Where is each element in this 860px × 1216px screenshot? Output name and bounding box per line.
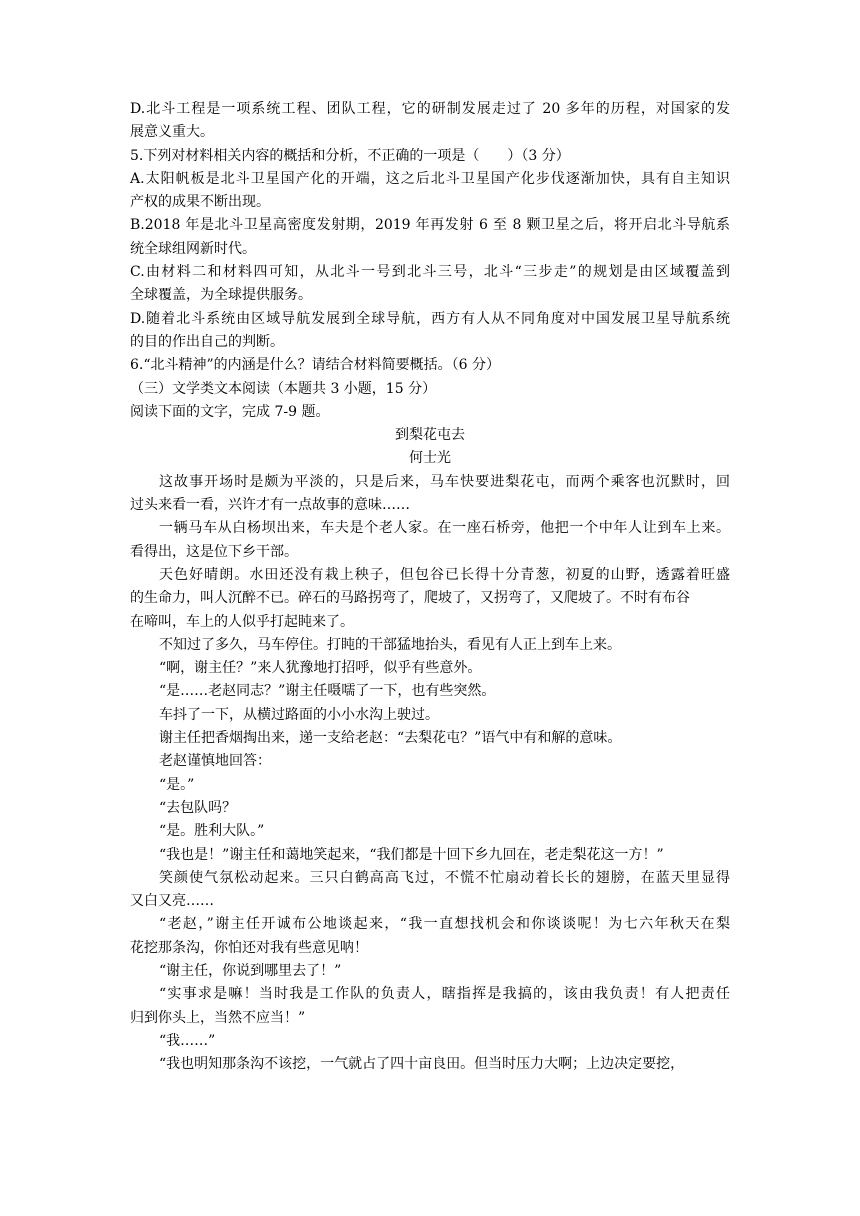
q5-option-a-line1: A.太阳帆板是北斗卫星国产化的开端，这之后北斗卫星国产化步伐逐渐加快，具有自主知识: [130, 170, 730, 187]
story-paragraph-line: “老赵，”谢主任开诚布公地谈起来，“我一直想找机会和你谈谈呢！为七六年秋天在梨: [159, 916, 730, 933]
q5-option-a-line2: 产权的成果不断出现。: [130, 194, 270, 211]
q5-option-b-line1: B.2018 年是北斗卫星高密度发射期，2019 年再发射 6 至 8 颗卫星之后，将开启北斗导航系: [130, 217, 730, 234]
story-paragraph-line: “我也明知那条沟不该挖，一气就占了四十亩良田。但当时压力大啊；上边决定要挖，: [159, 1056, 685, 1073]
story-paragraph-line: “我……”: [159, 1032, 216, 1049]
story-paragraph-line: “啊，谢主任？”来人犹豫地打招呼，似乎有些意外。: [159, 660, 482, 677]
story-paragraph-line: 花挖那条沟，你怕还对我有些意见呐！: [130, 939, 368, 956]
q5-option-c-line1: C.由材料二和材料四可知，从北斗一号到北斗三号，北斗“三步走”的规划是由区域覆盖到: [130, 264, 730, 281]
story-paragraph-line: “是。胜利大队。”: [159, 823, 265, 840]
q5-option-c-line2: 全球覆盖，为全球提供服务。: [130, 287, 312, 304]
q5-stem: 5.下列对材料相关内容的概括和分析，不正确的一项是（ ）（3 分）: [130, 147, 570, 164]
story-paragraph-line: 的生命力，叫人沉醉不已。碎石的马路拐弯了，爬坡了，又拐弯了，又爬坡了。不时有布谷: [130, 590, 690, 607]
q5-option-d-line2: 的目的作出自己的判断。: [130, 333, 284, 350]
story-body: [130, 471, 730, 1077]
story-paragraph-line: 又白又亮……: [130, 893, 214, 910]
section3-heading: （三）文学类文本阅读（本题共 3 小题，15 分）: [130, 380, 437, 397]
q4-option-d-line2: 展意义重大。: [130, 124, 214, 141]
story-author: 何士光: [409, 450, 451, 467]
story-paragraph-line: “谢主任，你说到哪里去了！”: [159, 962, 342, 979]
story-paragraph-line: “是。”: [159, 776, 195, 793]
section3-instruction: 阅读下面的文字，完成 7-9 题。: [130, 403, 330, 420]
story-paragraph-line: 车抖了一下，从横过路面的小小水沟上驶过。: [159, 706, 439, 723]
story-paragraph-line: 归到你头上，当然不应当！”: [130, 1009, 306, 1026]
q4-option-d-line1: D.北斗工程是一项系统工程、团队工程，它的研制发展走过了 20 多年的历程，对国家的发: [130, 101, 730, 117]
story-paragraph-line: 笑颜使气氛松动起来。三只白鹤高高飞过，不慌不忙扇动着长长的翅膀，在蓝天里显得: [159, 869, 730, 886]
story-paragraph-line: 老赵谨慎地回答：: [159, 753, 271, 770]
exam-page: [130, 98, 730, 1076]
story-paragraph-line: “是……老赵同志？”谢主任嗫嚅了一下，也有些突然。: [159, 683, 496, 700]
q5-option-d-line1: D.随着北斗系统由区域导航发展到全球导航，西方有人从不同角度对中国发展卫星导航系统: [130, 310, 730, 327]
story-paragraph-line: 谢主任把香烟掏出来，递一支给老赵：“去梨花屯？”语气中有和解的意味。: [159, 730, 622, 747]
story-paragraph-line: 一辆马车从白杨坝出来，车夫是个老人家。在一座石桥旁，他把一个中年人让到车上来。: [159, 520, 730, 537]
story-paragraph-line: “实事求是嘛！当时我是工作队的负责人，瞎指挥是我搞的，该由我负责！有人把责任: [159, 986, 730, 1003]
q6-stem: 6.“北斗精神”的内涵是什么？请结合材料简要概括。（6 分）: [130, 357, 501, 374]
story-paragraph-line: 看得出，这是位下乡干部。: [130, 543, 298, 560]
story-paragraph-line: “我也是！”谢主任和蔼地笑起来，“我们都是十回下乡九回在，老走梨花这一方！”: [159, 846, 664, 863]
story-paragraph-line: 在啼叫，车上的人似乎打起盹来了。: [130, 613, 354, 630]
story-paragraph-line: “去包队吗？: [159, 799, 237, 816]
q5-option-b-line2: 统全球组网新时代。: [130, 240, 256, 257]
story-title: 到梨花屯去: [395, 427, 465, 444]
story-paragraph-line: 不知过了多久，马车停住。打盹的干部猛地抬头，看见有人正上到车上来。: [159, 636, 621, 653]
story-paragraph-line: 过头来看一看，兴许才有一点故事的意味……: [130, 497, 410, 514]
story-paragraph-line: 这故事开场时是颇为平淡的，只是后来，马车快要进梨花屯，而两个乘客也沉默时，回: [159, 473, 730, 490]
story-paragraph-line: 天色好晴朗。水田还没有栽上秧子，但包谷已长得十分青葱，初夏的山野，透露着旺盛: [159, 566, 730, 583]
